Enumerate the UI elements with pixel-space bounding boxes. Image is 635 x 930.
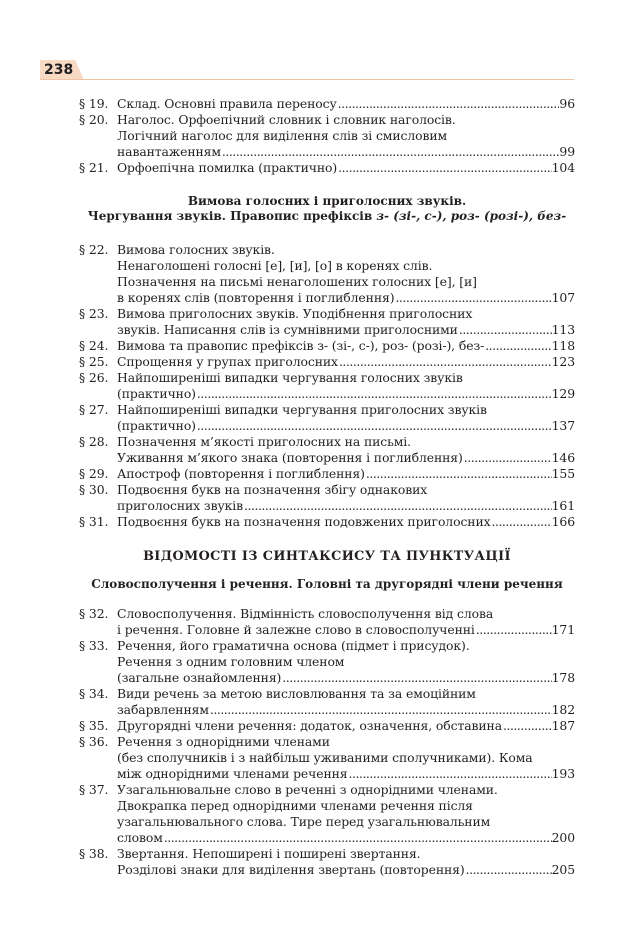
toc-entry[interactable] bbox=[79, 466, 575, 482]
dot-leader bbox=[463, 450, 552, 466]
section-heading-text: Чергування звуків. Правопис префіксів bbox=[87, 209, 377, 223]
toc-entry-line bbox=[79, 670, 575, 686]
section-number: § 23. bbox=[79, 306, 109, 321]
toc-entry-line bbox=[79, 290, 575, 306]
dot-leader bbox=[338, 354, 552, 370]
toc-entry-line bbox=[79, 128, 575, 144]
toc-entry-title: Орфоепічна помилка (практично) bbox=[117, 160, 338, 175]
toc-entry-line bbox=[79, 846, 575, 862]
dot-leader bbox=[491, 514, 552, 530]
toc-entry-title: Склад. Основні правила переносу bbox=[117, 96, 337, 111]
section-number: § 32. bbox=[79, 606, 109, 621]
section-number: § 36. bbox=[79, 734, 109, 749]
toc-entry-title: Речення з однорідними членами bbox=[117, 734, 330, 749]
toc-page-number: 161 bbox=[551, 498, 575, 513]
section-number: § 38. bbox=[79, 846, 109, 861]
dot-leader bbox=[196, 418, 552, 434]
toc-entry-line bbox=[79, 466, 575, 482]
toc-entry[interactable] bbox=[79, 354, 575, 370]
toc-block-sounds bbox=[79, 242, 575, 530]
toc-entry-title: Вимова голосних звуків. bbox=[117, 242, 275, 257]
section-number: § 35. bbox=[79, 718, 109, 733]
toc-page-number: 99 bbox=[559, 144, 575, 159]
toc-entry-title: узагальнювального слова. Тире перед узагальнювальним bbox=[117, 814, 491, 829]
toc-entry-title: Звертання. Непоширені і поширені звертання. bbox=[117, 846, 421, 861]
section-number: § 24. bbox=[79, 338, 109, 353]
toc-entry[interactable] bbox=[79, 514, 575, 530]
toc-page-number: 187 bbox=[551, 718, 575, 733]
toc-page-number: 155 bbox=[551, 466, 575, 481]
dot-leader bbox=[394, 290, 551, 306]
toc-entry-line bbox=[79, 514, 575, 530]
toc-page-number: 129 bbox=[551, 386, 575, 401]
toc-entry-line bbox=[79, 798, 575, 814]
toc-entry-title: Узагальнювальне слово в реченні з однорідними членами. bbox=[117, 782, 498, 797]
toc-page-number: 146 bbox=[551, 450, 575, 465]
dot-leader bbox=[465, 862, 552, 878]
toc-entry[interactable] bbox=[79, 370, 575, 402]
toc-entry-title: між однорідними членами речення bbox=[117, 766, 348, 781]
toc-entry[interactable] bbox=[79, 606, 575, 638]
dot-leader bbox=[163, 830, 552, 846]
toc-entry-title: (без сполучників і з найбільш уживаними сполучниками). Кома bbox=[117, 750, 533, 765]
toc-page-number: 205 bbox=[551, 862, 575, 877]
toc-entry[interactable] bbox=[79, 434, 575, 466]
toc-entry[interactable] bbox=[79, 718, 575, 734]
section-heading-line bbox=[79, 209, 575, 224]
section-number: § 31. bbox=[79, 514, 109, 529]
dot-leader bbox=[337, 160, 551, 176]
dot-leader bbox=[209, 702, 552, 718]
toc-entry-title: приголосних звуків bbox=[117, 498, 244, 513]
dot-leader bbox=[458, 322, 552, 338]
section-number: § 19. bbox=[79, 96, 109, 111]
toc-entry-line bbox=[79, 718, 575, 734]
toc-entry-title: (загальне ознайомлення) bbox=[117, 670, 282, 685]
section-heading-line: Вимова голосних і приголосних звуків. bbox=[187, 194, 467, 208]
dot-leader bbox=[196, 386, 552, 402]
toc-entry-line bbox=[79, 766, 575, 782]
toc-entry-title: Апостроф (повторення і поглиблення) bbox=[117, 466, 365, 481]
dot-leader bbox=[484, 338, 551, 354]
section-number: § 33. bbox=[79, 638, 109, 653]
toc-entry[interactable] bbox=[79, 846, 575, 878]
toc-entry-title: і речення. Головне й залежне слово в словосполученні bbox=[117, 622, 475, 637]
toc-entry-line bbox=[79, 814, 575, 830]
toc-entry[interactable] bbox=[79, 112, 575, 160]
toc-entry-title: словом bbox=[117, 830, 163, 845]
toc-entry-line bbox=[79, 160, 575, 176]
toc-entry-line bbox=[79, 96, 575, 112]
page-number: 238 bbox=[44, 62, 74, 78]
toc-page-number: 182 bbox=[551, 702, 575, 717]
toc-entry-line bbox=[79, 830, 575, 846]
dot-leader bbox=[365, 466, 552, 482]
toc-entry[interactable] bbox=[79, 782, 575, 846]
toc-entry[interactable] bbox=[79, 686, 575, 718]
dot-leader bbox=[348, 766, 552, 782]
toc-entry-title: Подвоєння букв на позначення збігу однакових bbox=[117, 482, 428, 497]
dot-leader bbox=[221, 144, 560, 160]
toc-entry-line bbox=[79, 418, 575, 434]
toc-entry[interactable] bbox=[79, 402, 575, 434]
toc-entry-title: Подвоєння букв на позначення подовжених приголосних bbox=[117, 514, 491, 529]
section-number: § 28. bbox=[79, 434, 109, 449]
section-heading-syntax: Словосполучення і речення. Головні та другорядні члени речення bbox=[91, 577, 563, 591]
toc-entry-title: Вимова та правопис префіксів з- (зі-, с-), роз- (розі-), без- bbox=[117, 338, 485, 353]
section-heading-vowels-consonants bbox=[79, 194, 575, 224]
section-number: § 27. bbox=[79, 402, 109, 417]
toc-entry[interactable] bbox=[79, 242, 575, 306]
toc-page-number: 193 bbox=[551, 766, 575, 781]
toc-entry-title: Логічний наголос для виділення слів зі смисловим bbox=[117, 128, 448, 143]
toc-entry-title: Уживання м’якого знака (повторення і поглиблення) bbox=[117, 450, 463, 465]
toc-entry-line bbox=[79, 702, 575, 718]
toc-page-number: 96 bbox=[559, 96, 575, 111]
toc-entry-line bbox=[79, 622, 575, 638]
toc-entry-line bbox=[79, 434, 575, 450]
major-heading: ВІДОМОСТІ ІЗ СИНТАКСИСУ ТА ПУНКТУАЦІЇ bbox=[143, 549, 511, 564]
toc-entry-title: Речення, його граматична основа (підмет і присудок). bbox=[117, 638, 470, 653]
section-number: § 25. bbox=[79, 354, 109, 369]
toc-entry-title: (практично) bbox=[117, 386, 196, 401]
section-number: § 34. bbox=[79, 686, 109, 701]
toc-entry-title: Позначення м’якості приголосних на письмі. bbox=[117, 434, 411, 449]
toc-entry[interactable] bbox=[79, 482, 575, 514]
toc-entry-title: Ненаголошені голосні [е], [и], [о] в коренях слів. bbox=[117, 258, 433, 273]
toc-entry-title: в коренях слів (повторення і поглиблення) bbox=[117, 290, 395, 305]
toc-entry[interactable] bbox=[79, 734, 575, 782]
toc-entry-title: Найпоширеніші випадки чергування голосних звуків bbox=[117, 370, 463, 385]
header-rule bbox=[40, 79, 574, 80]
toc-entry-line bbox=[79, 638, 575, 654]
toc-entry-line bbox=[79, 322, 575, 338]
toc-entry-line bbox=[79, 338, 575, 354]
section-number: § 29. bbox=[79, 466, 109, 481]
toc-entry-line bbox=[79, 306, 575, 322]
table-of-contents bbox=[79, 96, 575, 878]
section-number: § 26. bbox=[79, 370, 109, 385]
toc-block-phonetics bbox=[79, 96, 575, 176]
toc-entry-title: Другорядні члени речення: додаток, означення, обставина bbox=[117, 718, 502, 733]
toc-entry-title: (практично) bbox=[117, 418, 196, 433]
toc-entry-title: Вимова приголосних звуків. Уподібнення приголосних bbox=[117, 306, 473, 321]
toc-entry-line bbox=[79, 274, 575, 290]
toc-entry[interactable] bbox=[79, 638, 575, 686]
toc-entry-line bbox=[79, 354, 575, 370]
toc-entry-line bbox=[79, 402, 575, 418]
toc-page-number: 104 bbox=[551, 160, 575, 175]
toc-page-number: 178 bbox=[551, 670, 575, 685]
toc-entry-line bbox=[79, 734, 575, 750]
toc-entry-title: звуків. Написання слів із сумнівними приголосними bbox=[117, 322, 458, 337]
toc-entry-title: Позначення на письмі ненаголошених голосних [е], [и] bbox=[117, 274, 477, 289]
toc-block-syntax bbox=[79, 606, 575, 878]
toc-entry-line bbox=[79, 258, 575, 274]
toc-entry-title: забарвленням bbox=[117, 702, 209, 717]
toc-page-number: 171 bbox=[551, 622, 575, 637]
toc-entry-line bbox=[79, 144, 575, 160]
toc-entry-line bbox=[79, 606, 575, 622]
section-number: § 37. bbox=[79, 782, 109, 797]
toc-entry-title: Двокрапка перед однорідними членами речення після bbox=[117, 798, 473, 813]
toc-entry-title: Речення з одним головним членом bbox=[117, 654, 345, 669]
toc-entry-line bbox=[79, 450, 575, 466]
toc-page-number: 200 bbox=[551, 830, 575, 845]
toc-entry-line bbox=[79, 750, 575, 766]
toc-entry[interactable] bbox=[79, 160, 575, 176]
toc-entry-title: Найпоширеніші випадки чергування приголосних звуків bbox=[117, 402, 487, 417]
toc-page-number: 107 bbox=[551, 290, 575, 305]
toc-page-number: 123 bbox=[551, 354, 575, 369]
dot-leader bbox=[502, 718, 552, 734]
toc-page-number: 166 bbox=[551, 514, 575, 529]
toc-entry-title: Словосполучення. Відмінність словосполучення від слова bbox=[117, 606, 494, 621]
toc-entry-line bbox=[79, 782, 575, 798]
toc-entry[interactable] bbox=[79, 96, 575, 112]
toc-entry-line bbox=[79, 370, 575, 386]
toc-page-number: 137 bbox=[551, 418, 575, 433]
toc-entry-title: Види речень за метою висловлювання та за емоційним bbox=[117, 686, 476, 701]
toc-entry[interactable] bbox=[79, 338, 575, 354]
section-number: § 22. bbox=[79, 242, 109, 257]
dot-leader bbox=[337, 96, 560, 112]
toc-page-number: 113 bbox=[551, 322, 575, 337]
toc-entry-line bbox=[79, 686, 575, 702]
section-number: § 30. bbox=[79, 482, 109, 497]
toc-entry-line bbox=[79, 498, 575, 514]
section-heading-prefixes: з- (зі-, с-), роз- (розі-), без- bbox=[376, 209, 567, 223]
toc-entry-line bbox=[79, 862, 575, 878]
toc-entry-title: навантаженням bbox=[117, 144, 221, 159]
toc-entry-line bbox=[79, 482, 575, 498]
toc-entry-title: Спрощення у групах приголосних bbox=[117, 354, 338, 369]
toc-entry-title: Розділові знаки для виділення звертань (повторення) bbox=[117, 862, 465, 877]
section-number: § 20. bbox=[79, 112, 109, 127]
toc-entry-line bbox=[79, 386, 575, 402]
toc-page-number: 118 bbox=[551, 338, 575, 353]
toc-entry-line bbox=[79, 654, 575, 670]
dot-leader bbox=[281, 670, 551, 686]
toc-entry[interactable] bbox=[79, 306, 575, 338]
section-number: § 21. bbox=[79, 160, 109, 175]
dot-leader bbox=[243, 498, 552, 514]
toc-entry-line bbox=[79, 242, 575, 258]
toc-entry-title: Наголос. Орфоепічний словник і словник наголосів. bbox=[117, 112, 456, 127]
dot-leader bbox=[475, 622, 552, 638]
toc-entry-line bbox=[79, 112, 575, 128]
